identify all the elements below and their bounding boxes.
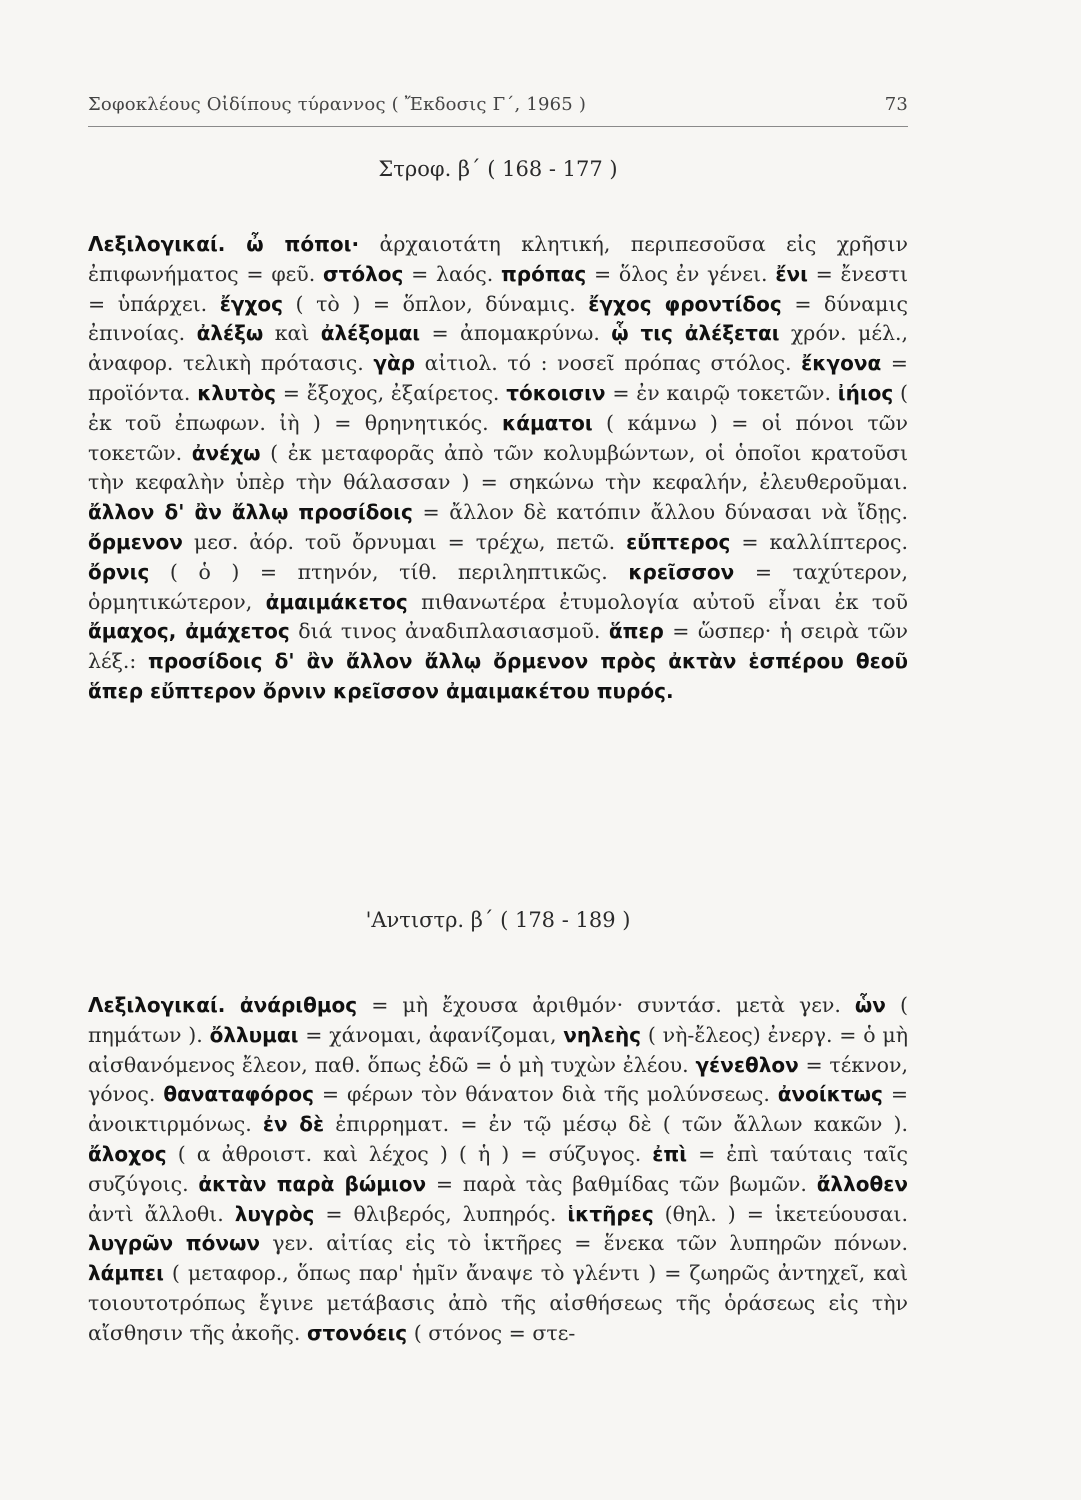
gloss-text: χρόν. μέλ., ἀναφορ. τελικὴ πρότασις.	[88, 321, 908, 376]
headword: λάμπει	[88, 1261, 164, 1286]
gloss-text: = ἐπὶ ταύταις ταῖς συζύγοις.	[88, 1141, 908, 1196]
gloss-text: = ἔνεστι = ὑπάρχει.	[88, 261, 908, 316]
headword: ἀμαιμάκετος	[265, 589, 408, 614]
headword: ἔνι	[775, 261, 808, 286]
gloss-text: ( στόνος = στε-	[407, 1320, 576, 1345]
gloss-text: = χάνομαι, ἀφανίζομαι,	[298, 1022, 564, 1047]
gloss-text: αἰτιολ. τό : νοσεῖ πρόπας στόλος.	[415, 351, 802, 376]
running-head	[88, 94, 908, 120]
gloss-text: = φέρων τὸν θάνατον διὰ τῆς μολύνσεως.	[313, 1082, 778, 1107]
gloss-text: = θλιβερός, λυπηρός.	[314, 1201, 568, 1226]
headword: Λεξιλογικαί. ἀνάριθμος	[88, 993, 358, 1017]
gloss-text: = καλλίπτερος.	[730, 529, 908, 554]
gloss-text: = προϊόντα.	[88, 351, 908, 405]
headword: ἀνοίκτως	[777, 1082, 883, 1107]
headword: τόκοισιν	[506, 380, 606, 405]
section-heading-strophe: Στροφ. β΄ ( 168 - 177 )	[378, 157, 618, 181]
gloss-text: ( ὁ ) = πτηνόν, τίθ. περιληπτικῶς.	[149, 559, 629, 584]
header-rule	[88, 126, 908, 127]
headword: ἐπὶ	[652, 1141, 688, 1166]
gloss-text: = ἄλλον δὲ κατόπιν ἄλλου δύνασαι νὰ ἴδῃς.	[412, 500, 908, 525]
headword: γὰρ	[373, 351, 416, 376]
headword: ἄλοχος	[88, 1141, 167, 1166]
gloss-text: = ἔξοχος, ἐξαίρετος.	[275, 380, 507, 405]
headword: ἐν δὲ	[262, 1112, 325, 1137]
gloss-text: = ἐν καιρῷ τοκετῶν.	[605, 380, 838, 405]
gloss-text: ( μεταφορ., ὅπως παρ' ἡμῖν ἄναψε τὸ γλέντι ) = ζωηρῶς ἀντηχεῖ, καὶ τοιουτοτρόπως ἔγινε μετάβασις ἀπὸ τῆς αἰσθήσεως τῆς ὁράσεως εἰς τὴν αἴσθησιν τῆς ἀκοῆς.	[88, 1261, 908, 1345]
headword: λυγρῶν πόνων	[88, 1231, 260, 1256]
headword: γένεθλον	[695, 1052, 799, 1077]
headword: ἔκγονα	[801, 351, 882, 376]
headword: ἰήιος	[837, 380, 894, 405]
headword: πρόπας	[500, 261, 587, 286]
gloss-text: γεν. αἰτίας εἰς τὸ ἱκτῆρες = ἕνεκα τῶν λυπηρῶν πόνων.	[259, 1231, 908, 1256]
headword: ὄρνις	[88, 559, 150, 584]
headword: ἀλέξομαι	[320, 321, 421, 346]
headword: ἱκτῆρες	[567, 1201, 654, 1226]
gloss-text: ( τὸ ) = ὅπλον, δύναμις.	[282, 291, 589, 316]
gloss-text: ( ἐκ μεταφορᾶς ἀπὸ τῶν κολυμβώντων, οἱ ὁποῖοι κρατοῦσι τὴν κεφαλὴν ὑπὲρ τὴν θάλασσαν ) = σηκώνω τὴν κεφαλήν, ἐλευθεροῦμαι.	[88, 440, 908, 495]
gloss-text: ἐπιρρηματ. = ἐν τῷ μέσῳ δὲ ( τῶν ἄλλων κακῶν ).	[324, 1112, 908, 1137]
gloss-text: ( ἐκ τοῦ ἐπωφων. ἰὴ ) = θρηνητικός.	[88, 380, 909, 435]
book-page	[88, 0, 908, 1500]
gloss-text: μεσ. ἀόρ. τοῦ ὄρνυμαι = τρέχω, πετῶ.	[182, 529, 627, 554]
headword: ἔγχος	[219, 291, 283, 316]
running-head-title: Σοφοκλέους Οἰδίπους τύραννος ( Ἔκδοσις Γ΄, 1965 )	[88, 94, 587, 115]
section-heading-antistrophe: 'Αντιστρ. β΄ ( 178 - 189 )	[365, 908, 631, 932]
gloss-text: ἀρχαιοτάτη κλητική, περιπεσοῦσα εἰς χρῆσιν ἐπιφωνήματος = φεῦ.	[88, 232, 908, 286]
headword: κρεῖσσον	[628, 559, 735, 584]
gloss-text: ( α ἀθροιστ. καὶ λέχος ) ( ἡ ) = σύζυγος.	[166, 1141, 653, 1166]
headword: στόλος	[323, 261, 404, 286]
headword: κλυτὸς	[197, 380, 276, 405]
headword: εὔπτερος	[626, 529, 731, 554]
headword: ἀλέξω	[196, 321, 264, 346]
gloss-text: (θηλ. ) = ἱκετεύουσαι.	[653, 1201, 908, 1226]
gloss-text: διά τινος ἀναδιπλασιασμοῦ.	[289, 619, 609, 644]
headword: ἄμαχος, ἀμάχετος	[88, 619, 290, 644]
headword: κάματοι	[502, 410, 593, 435]
headword: Λεξιλογικαί. ὦ πόποι·	[88, 232, 360, 256]
gloss-text: = δύναμις ἐπινοίας.	[88, 291, 908, 346]
headword: λυγρὸς	[234, 1201, 315, 1226]
gloss-text: ἀντὶ ἄλλοθι.	[88, 1201, 235, 1226]
gloss-text: πιθανωτέρα ἐτυμολογία αὐτοῦ εἶναι ἐκ τοῦ	[407, 589, 908, 614]
headword: ὄλλυμαι	[209, 1022, 299, 1047]
gloss-text: ( κάμνω ) = οἱ πόνοι τῶν τοκετῶν.	[88, 410, 908, 465]
glossary-paragraph-antistrophe	[88, 991, 908, 1349]
headword: ἔγχος φροντίδος	[588, 291, 782, 316]
headword: νηλεὴς	[563, 1022, 642, 1047]
gloss-text: = παρὰ τὰς βαθμίδας τῶν βωμῶν.	[426, 1171, 817, 1196]
gloss-text: = τέκνον, γόνος.	[88, 1052, 908, 1107]
headword: προσίδοις δ' ἂν ἄλλον ἄλλῳ ὄρμενον πρὸς ἀκτὰν ἑσπέρου θεοῦ ἅπερ εὔπτερον ὄρνιν κρεῖσσον ἀμαιμακέτου πυρός.	[88, 649, 908, 703]
headword: ᾧ τις ἀλέξεται	[611, 321, 780, 346]
headword: θαναταφόρος	[163, 1082, 314, 1107]
headword: στονόεις	[306, 1320, 408, 1345]
gloss-text: = μὴ ἔχουσα ἀριθμόν· συντάσ. μετὰ γεν.	[357, 993, 855, 1017]
gloss-text: = ὅλος ἐν γένει.	[586, 261, 776, 286]
headword: ἄλλον δ' ἂν ἄλλῳ προσίδοις	[88, 500, 413, 525]
gloss-text: ( πημάτων ).	[88, 993, 908, 1047]
gloss-text: = ταχύτερον, ὁρμητικώτερον,	[88, 559, 908, 614]
gloss-text: = ὥσπερ· ἡ σειρὰ τῶν λέξ.:	[88, 619, 908, 674]
gloss-text: καὶ	[263, 321, 321, 346]
gloss-text: = ἀνοικτιρμόνως.	[88, 1082, 908, 1137]
glossary-paragraph-strophe	[88, 230, 908, 707]
headword: ἄλλοθεν	[816, 1171, 908, 1196]
headword: ἀνέχω	[191, 440, 261, 465]
page-number: 73	[884, 94, 908, 115]
gloss-text: ( νὴ-ἔλεος) ἐνεργ. = ὁ μὴ αἰσθανόμενος ἔλεον, παθ. ὅπως ἐδῶ = ὁ μὴ τυχὼν ἐλέου.	[88, 1022, 909, 1077]
headword: ἅπερ	[608, 619, 664, 644]
gloss-text: = λαός.	[403, 261, 501, 286]
gloss-text: = ἀπομακρύνω.	[420, 321, 612, 346]
headword: ἀκτὰν παρὰ βώμιον	[198, 1171, 427, 1196]
headword: ὄρμενον	[88, 529, 183, 554]
headword: ὧν	[854, 993, 886, 1017]
